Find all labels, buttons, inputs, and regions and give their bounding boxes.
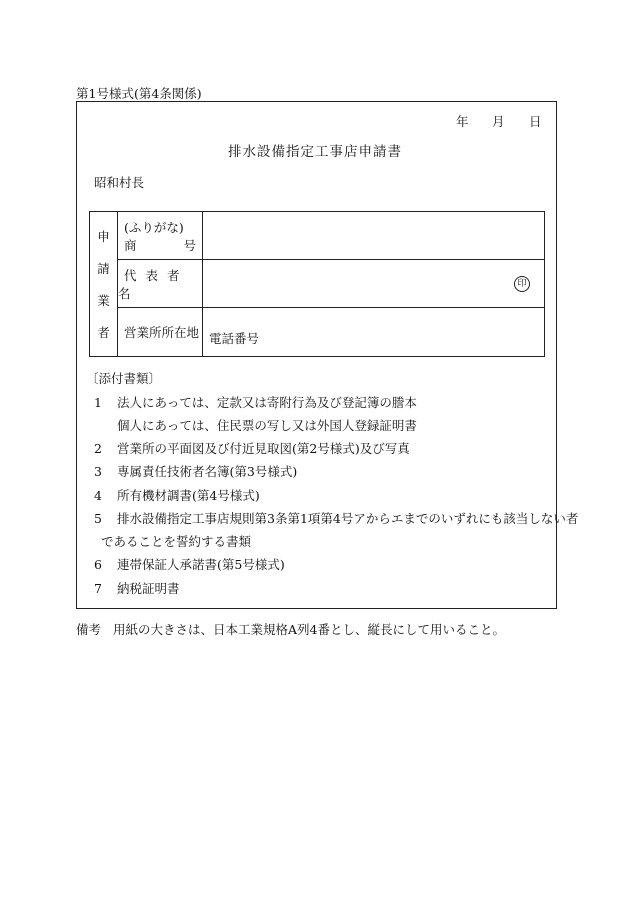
attachment-item: 5 排水設備指定工事店規則第3条第1項第4号アからエまでのいずれにも該当しない者 [94, 511, 579, 526]
applicant-table [89, 211, 545, 357]
kana-label: (ふりがな) [124, 219, 184, 235]
side-char: 申 [97, 229, 110, 244]
attachment-item-continuation: であることを誓約する書類 [101, 534, 252, 549]
phone-label: 電話番号 [209, 331, 260, 346]
form-title: 排水設備指定工事店申請書 [228, 144, 402, 160]
attachment-item: 2 営業所の平面図及び付近見取図(第2号様式)及び写真 [94, 441, 410, 456]
attachment-item: 個人にあっては、住民票の写し又は外国人登録証明書 [117, 418, 417, 433]
attachment-item: 1 法人にあっては、定款又は寄附行為及び登記簿の謄本 [94, 395, 417, 410]
date-year-label: 年 [456, 114, 469, 129]
seal-mark: 印 [514, 276, 530, 292]
date-day-label: 日 [529, 114, 542, 129]
addressee: 昭和村長 [94, 175, 145, 190]
trade-name-label-part: 商 [124, 237, 137, 253]
attachments-heading: 〔添付書類〕 [86, 371, 162, 386]
trade-name-label-cell [118, 212, 203, 260]
trade-name-label-part: 号 [183, 237, 196, 253]
representative-label-cell [118, 260, 203, 308]
office-address-label-cell [118, 308, 203, 357]
remarks-text: 用紙の大きさは、日本工業規格A列4番とし、縦長にして用いること。 [113, 622, 505, 637]
side-char: 請 [97, 261, 110, 276]
attachment-item: 4 所有機材調書(第4号様式) [94, 488, 260, 503]
attachment-item: 7 納税証明書 [94, 581, 180, 596]
date-month-label: 月 [492, 114, 505, 129]
representative-field[interactable] [203, 260, 545, 308]
remarks-note [76, 620, 505, 638]
attachment-item: 6 連帯保証人承諾書(第5号様式) [94, 557, 285, 572]
form-number: 第1号様式(第4条関係) [76, 86, 202, 101]
representative-label: 代表者名 [118, 267, 189, 301]
applicant-side-label [90, 212, 118, 357]
side-char: 業 [97, 293, 110, 308]
office-address-field[interactable] [203, 308, 545, 357]
attachment-item: 3 専属責任技術者名簿(第3号様式) [94, 464, 298, 479]
side-char: 者 [97, 325, 110, 340]
trade-name-field[interactable] [203, 212, 545, 260]
remarks-label: 備考 [76, 622, 102, 637]
office-address-label: 営業所所在地 [124, 325, 200, 340]
